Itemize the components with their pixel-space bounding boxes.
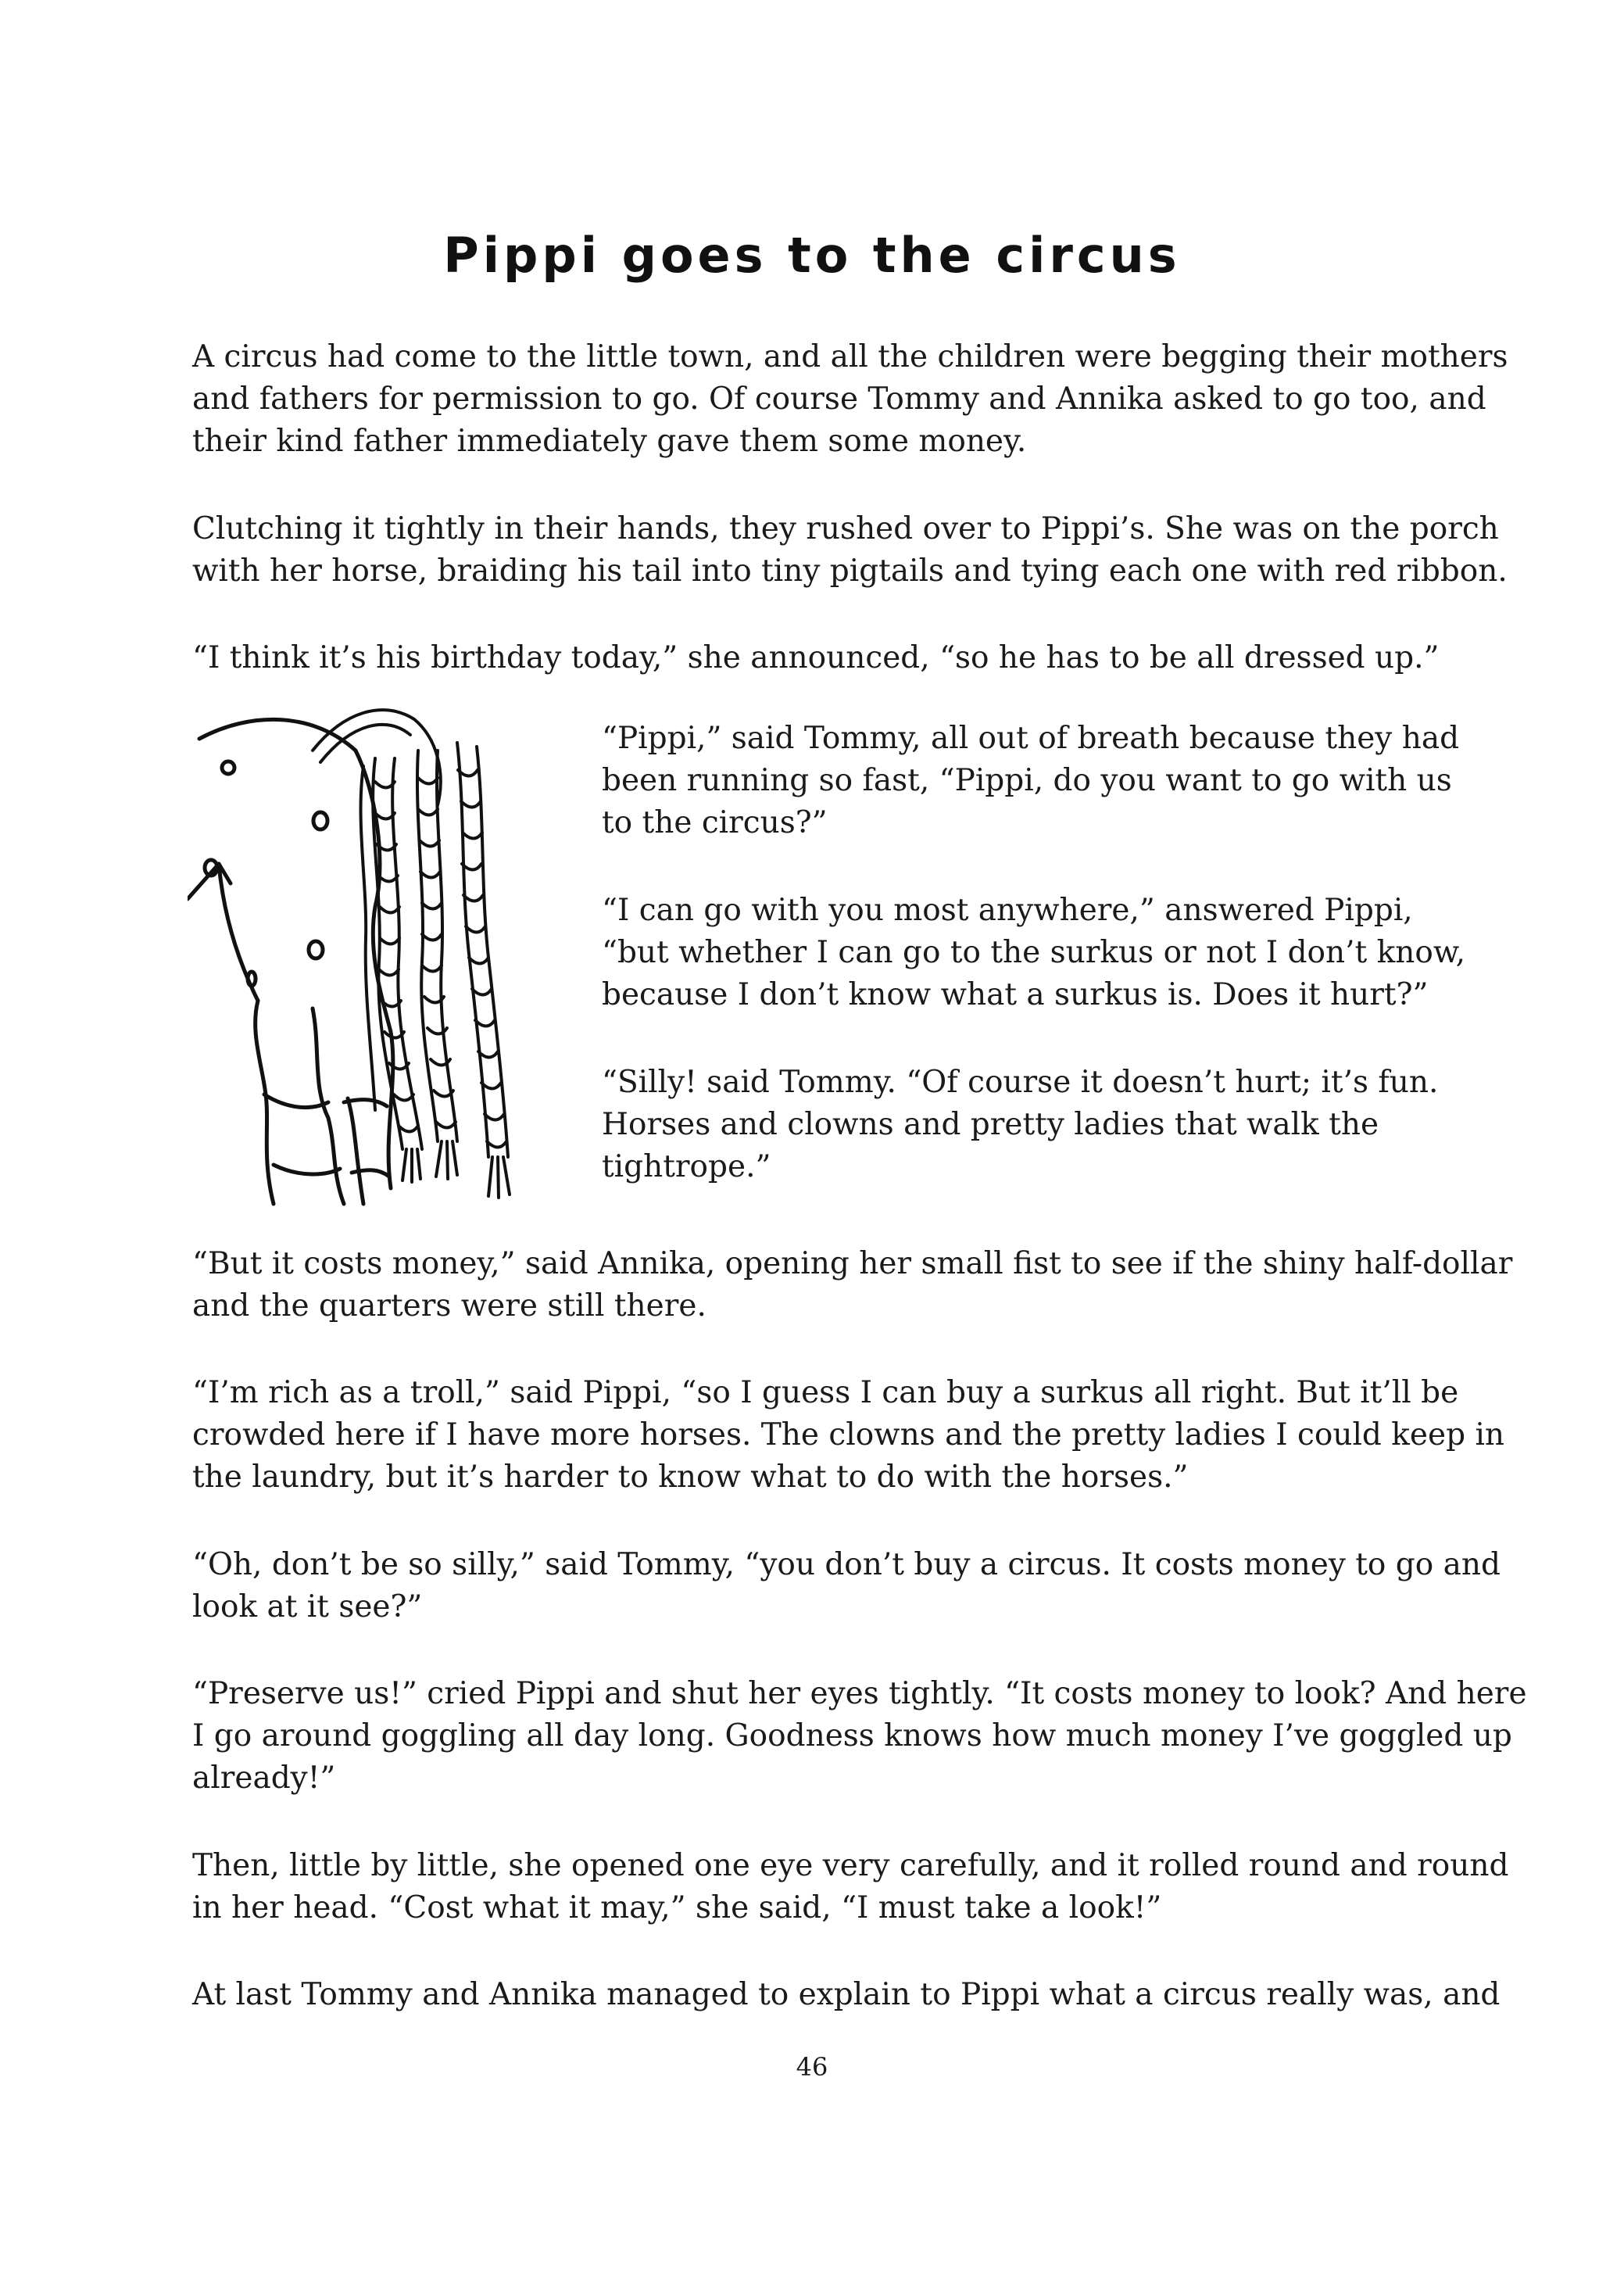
text-line: “I can go with you most anywhere,” answered Pippi, bbox=[602, 893, 1413, 928]
text-line: I go around goggling all day long. Goodness knows how much money I’ve goggled up bbox=[192, 1718, 1512, 1753]
chapter-title: Pippi goes to the circus bbox=[443, 227, 1181, 284]
paragraph-8 bbox=[192, 1372, 1505, 1499]
text-line: “I think it’s his birthday today,” she announced, “so he has to be all dressed up.” bbox=[192, 640, 1440, 675]
braid-2 bbox=[417, 750, 457, 1179]
horse-leg-line bbox=[348, 1098, 363, 1204]
paragraph-9 bbox=[192, 1544, 1501, 1628]
paragraph-6 bbox=[602, 1062, 1461, 1188]
text-line: been running so fast, “Pippi, do you want to go with us bbox=[602, 763, 1452, 798]
text-line: already!” bbox=[192, 1761, 336, 1796]
text-line: “I’m rich as a troll,” said Pippi, “so I guess I can buy a surkus all right. But it’ll be bbox=[192, 1375, 1459, 1410]
hoof-line bbox=[352, 1170, 389, 1177]
text-line: look at it see?” bbox=[192, 1589, 423, 1624]
braid-1 bbox=[373, 758, 422, 1182]
text-line: “But it costs money,” said Annika, opening her small fist to see if the shiny half-dollar bbox=[192, 1246, 1513, 1281]
spot-icon bbox=[222, 761, 234, 774]
hoof-line bbox=[274, 1165, 340, 1174]
paragraph-2 bbox=[192, 508, 1508, 593]
text-line: At last Tommy and Annika managed to explain to Pippi what a circus really was, and bbox=[192, 1977, 1501, 2012]
text-line: the laundry, but it’s harder to know what to do with the horses.” bbox=[192, 1460, 1189, 1495]
paragraph-1 bbox=[192, 336, 1508, 463]
horse-tail-braids-icon bbox=[188, 704, 563, 1220]
text-line: “Pippi,” said Tommy, all out of breath because they had bbox=[602, 721, 1460, 756]
paragraph-12 bbox=[192, 1974, 1501, 2016]
text-line: to the circus?” bbox=[602, 805, 828, 840]
paragraph-7 bbox=[192, 1243, 1513, 1327]
text-line: “Oh, don’t be so silly,” said Tommy, “you don’t buy a circus. It costs money to go and bbox=[192, 1547, 1501, 1582]
braids-group bbox=[313, 710, 510, 1198]
text-line: and the quarters were still there. bbox=[192, 1288, 706, 1324]
text-line: Clutching it tightly in their hands, they rushed over to Pippi’s. She was on the porch bbox=[192, 511, 1499, 546]
text-line: tightrope.” bbox=[602, 1149, 771, 1184]
paragraph-10 bbox=[192, 1673, 1527, 1800]
paragraph-11 bbox=[192, 1845, 1509, 1929]
hoof-line bbox=[264, 1094, 328, 1108]
text-line: their kind father immediately gave them some money. bbox=[192, 424, 1027, 459]
text-line: because I don’t know what a surkus is. Does it hurt?” bbox=[602, 977, 1429, 1012]
text-line: in her head. “Cost what it may,” she said, “I must take a look!” bbox=[192, 1890, 1162, 1925]
text-line: crowded here if I have more horses. The clowns and the pretty ladies I could keep in bbox=[192, 1417, 1505, 1453]
text-line: Then, little by little, she opened one eye very carefully, and it rolled round and round bbox=[192, 1848, 1509, 1883]
text-line: and fathers for permission to go. Of course Tommy and Annika asked to go too, and bbox=[192, 381, 1486, 417]
spot-icon bbox=[309, 941, 323, 958]
paragraph-5 bbox=[602, 890, 1465, 1016]
text-line: “but whether I can go to the surkus or not I don’t know, bbox=[602, 935, 1465, 970]
braid-3 bbox=[457, 743, 510, 1198]
paragraph-3 bbox=[192, 637, 1443, 679]
page-number: 46 bbox=[796, 2052, 828, 2082]
text-line: Horses and clowns and pretty ladies that walk the bbox=[602, 1107, 1379, 1142]
tail-root-line bbox=[219, 864, 258, 1001]
text-line: “Silly! said Tommy. “Of course it doesn’t hurt; it’s fun. bbox=[602, 1065, 1439, 1100]
horse-leg-line bbox=[256, 1001, 274, 1204]
spot-icon bbox=[313, 812, 327, 829]
paragraph-4 bbox=[602, 718, 1461, 844]
text-line: “Preserve us!” cried Pippi and shut her eyes tightly. “It costs money to look? And here bbox=[192, 1676, 1527, 1711]
text-line: with her horse, braiding his tail into tiny pigtails and tying each one with red ribbon. bbox=[192, 553, 1508, 589]
horse-body-outline bbox=[199, 719, 393, 1188]
text-line: A circus had come to the little town, and all the children were begging their mothers bbox=[192, 339, 1508, 374]
